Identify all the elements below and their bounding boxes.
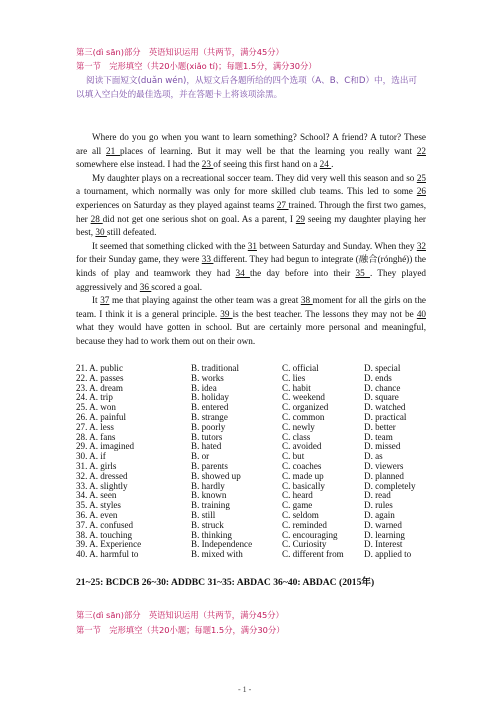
option-31-c: C. coaches <box>282 460 322 471</box>
blank-22: 22 <box>416 145 426 156</box>
option-40-b: B. mixed with <box>191 549 243 560</box>
option-35-d: D. rules <box>364 500 393 511</box>
option-24-d: D. square <box>364 392 399 403</box>
option-38-b: B. thinking <box>191 529 232 540</box>
option-39-d: D. Interest <box>364 539 403 550</box>
instructions-text: 阅读下面短文(duǎn wén)，从短文后各题所给的四个选项（A、B、C和D）中，选出可以填入空白处的最佳选项，并在答题卡上将该项涂黑。 <box>76 76 418 100</box>
option-21-b: B. traditional <box>191 363 239 373</box>
blank-30: 30 <box>95 227 107 238</box>
option-32-d: D. planned <box>364 470 404 481</box>
option-26-d: D. practical <box>364 411 407 422</box>
option-22-a: 22. A. passes <box>76 372 124 383</box>
option-29-b: B. hated <box>191 441 222 452</box>
option-24-c: C. weekend <box>282 392 325 403</box>
option-39-c: C. Curiosity <box>282 539 327 550</box>
paragraph-2: My daughter plays on a recreational soccer team. They did very well this season and so 25 a tournament, which normally was only for more skilled club teams. This led to some 26 experiences on Saturday as they played against teams 27 trained. Through the first two games, her 28 did not get one serious shot on goal. As a parent, I 29 seeing my daughter playing her best, 30 still defeated. <box>76 172 427 238</box>
option-25-d: D. watched <box>364 402 406 413</box>
part-header-repeat: 第三(dì sān)部分 英语知识运用（共两节，满分45分） <box>76 610 284 620</box>
option-33-c: C. basically <box>282 480 325 491</box>
option-30-a: 30. A. if <box>76 451 106 462</box>
page-number: - 1 - <box>238 685 252 694</box>
option-30-c: C. but <box>282 451 305 462</box>
option-29-a: 29. A. imagined <box>76 441 135 452</box>
option-23-d: D. chance <box>364 382 401 393</box>
blank-21: 21 <box>106 145 121 156</box>
blank-32: 32 <box>416 240 426 251</box>
options-list <box>76 364 434 560</box>
option-24-a: 24. A. trip <box>76 392 113 403</box>
option-39-b: B. Independence <box>191 539 253 550</box>
option-35-a: 35. A. styles <box>76 500 121 511</box>
option-31-b: B. parents <box>191 460 228 471</box>
option-35-c: C. game <box>282 500 313 511</box>
option-40-d: D. applied to <box>364 549 412 560</box>
option-38-d: D. learning <box>364 529 405 540</box>
blank-37: 37 <box>100 295 110 306</box>
blank-25: 25 <box>416 172 426 183</box>
blank-33: 33 <box>201 254 214 265</box>
option-21-d: D. special <box>364 363 401 373</box>
option-22-c: C. lies <box>282 372 306 383</box>
option-28-a: 28. A. fans <box>76 431 116 442</box>
blank-29: 29 <box>295 213 305 224</box>
option-34-b: B. known <box>191 490 227 501</box>
blank-40: 40 <box>416 308 426 319</box>
option-26-b: B. strange <box>191 411 228 422</box>
option-37-b: B. struck <box>191 519 224 530</box>
paragraph-3: It seemed that something clicked with the 31 between Saturday and Sunday. When they 32 for their Sunday game, they were 33 different. They had begun to integrate (融合(rónghé)) the kinds of play and teamwork they had 34 the day before into their 35 . They played aggressively and 36 scored a goal. <box>76 240 427 292</box>
part-header: 第三(dì sān)部分 英语知识运用（共两节，满分45分） <box>76 47 284 57</box>
option-27-c: C. newly <box>282 421 315 432</box>
instructions <box>76 74 424 102</box>
blank-24: 24 <box>319 159 332 170</box>
option-33-a: 33. A. slightly <box>76 480 128 491</box>
option-24-b: B. holiday <box>191 392 229 403</box>
option-28-b: B. tutors <box>191 431 223 442</box>
option-30-d: D. as <box>364 451 383 462</box>
option-33-d: D. completely <box>364 480 416 491</box>
section-header: 第一节 完形填空（共20小题(xiǎo tí)；每题1.5分，满分30分） <box>76 61 317 71</box>
option-35-b: B. training <box>191 500 230 511</box>
option-34-c: C. heard <box>282 490 313 501</box>
blank-31: 31 <box>247 240 257 251</box>
option-22-b: B. works <box>191 372 224 383</box>
option-34-a: 34. A. seen <box>76 490 117 501</box>
option-row-40 <box>76 550 434 560</box>
option-26-a: 26. A. painful <box>76 411 127 422</box>
option-40-a: 40. A. harmful to <box>76 549 139 560</box>
option-40-c: C. different from <box>282 549 344 560</box>
option-27-a: 27. A. less <box>76 421 114 432</box>
option-32-b: B. showed up <box>191 470 241 481</box>
section-header-repeat: 第一节 完形填空（共20小题；每题1.5分，满分30分） <box>76 625 285 635</box>
option-38-a: 38. A. touching <box>76 529 133 540</box>
option-26-c: C. common <box>282 411 325 422</box>
option-32-c: C. made up <box>282 470 324 481</box>
blank-26: 26 <box>416 186 426 197</box>
blank-36: 36 <box>139 281 152 292</box>
option-36-b: B. still <box>191 509 216 520</box>
option-29-c: C. avoided <box>282 441 322 452</box>
paragraph-1: Where do you go when you want to learn something? School? A friend? A tutor? These are all 21 places of learning. But it may well be that the learning you really want 22 somewhere else instead. I had the 23 of seeing this first hand on a 24 . <box>76 132 426 170</box>
option-23-c: C. habit <box>282 382 311 393</box>
option-29-d: D. missed <box>364 441 401 452</box>
option-25-c: C. organized <box>282 402 329 413</box>
option-34-d: D. read <box>364 490 391 501</box>
option-36-a: 36. A. even <box>76 509 118 520</box>
option-31-d: D. viewers <box>364 460 404 471</box>
blank-39: 39 <box>220 308 233 319</box>
blank-23: 23 <box>201 159 214 170</box>
option-31-a: 31. A. girls <box>76 460 117 471</box>
option-39-a: 39. A. Experience <box>76 539 142 550</box>
option-37-a: 37. A. confused <box>76 519 134 530</box>
option-22-d: D. ends <box>364 372 392 383</box>
blank-27: 27 <box>276 199 289 210</box>
option-23-a: 23. A. dream <box>76 382 123 393</box>
passage <box>76 131 426 349</box>
option-36-c: C. seldom <box>282 509 319 520</box>
option-25-b: B. entered <box>191 402 229 413</box>
answer-key: 21~25: BCDCB 26~30: ADDBC 31~35: ABDAC 36~40: ABDAC (2015年) <box>76 577 375 588</box>
option-28-c: C. class <box>282 431 311 442</box>
option-21-a: 21. A. public <box>76 363 123 373</box>
option-32-a: 32. A. dressed <box>76 470 128 481</box>
option-38-c: C. encouraging <box>282 529 338 540</box>
option-30-b: B. or <box>191 451 210 462</box>
blank-35: 35 <box>355 267 370 278</box>
blank-38: 38 <box>300 295 313 306</box>
option-21-c: C. official <box>282 363 319 373</box>
blank-28: 28 <box>90 213 103 224</box>
option-27-b: B. poorly <box>191 421 226 432</box>
option-33-b: B. hardly <box>191 480 225 491</box>
option-23-b: B. idea <box>191 382 217 393</box>
option-36-d: D. again <box>364 509 395 520</box>
option-37-c: C. reminded <box>282 519 327 530</box>
option-37-d: D. warned <box>364 519 402 530</box>
option-28-d: D. team <box>364 431 393 442</box>
option-25-a: 25. A. won <box>76 402 116 413</box>
option-27-d: D. better <box>364 421 396 432</box>
paragraph-4: It 37 me that playing against the other team was a great 38 moment for all the girls on the team. I think it is a general principle. 39 is the best teacher. The lessons they may not be 40 what they would have gotten in school. But are certainly more personal and meaningful, because they had to work them out on their own. <box>76 295 426 346</box>
blank-34: 34 <box>235 267 250 278</box>
